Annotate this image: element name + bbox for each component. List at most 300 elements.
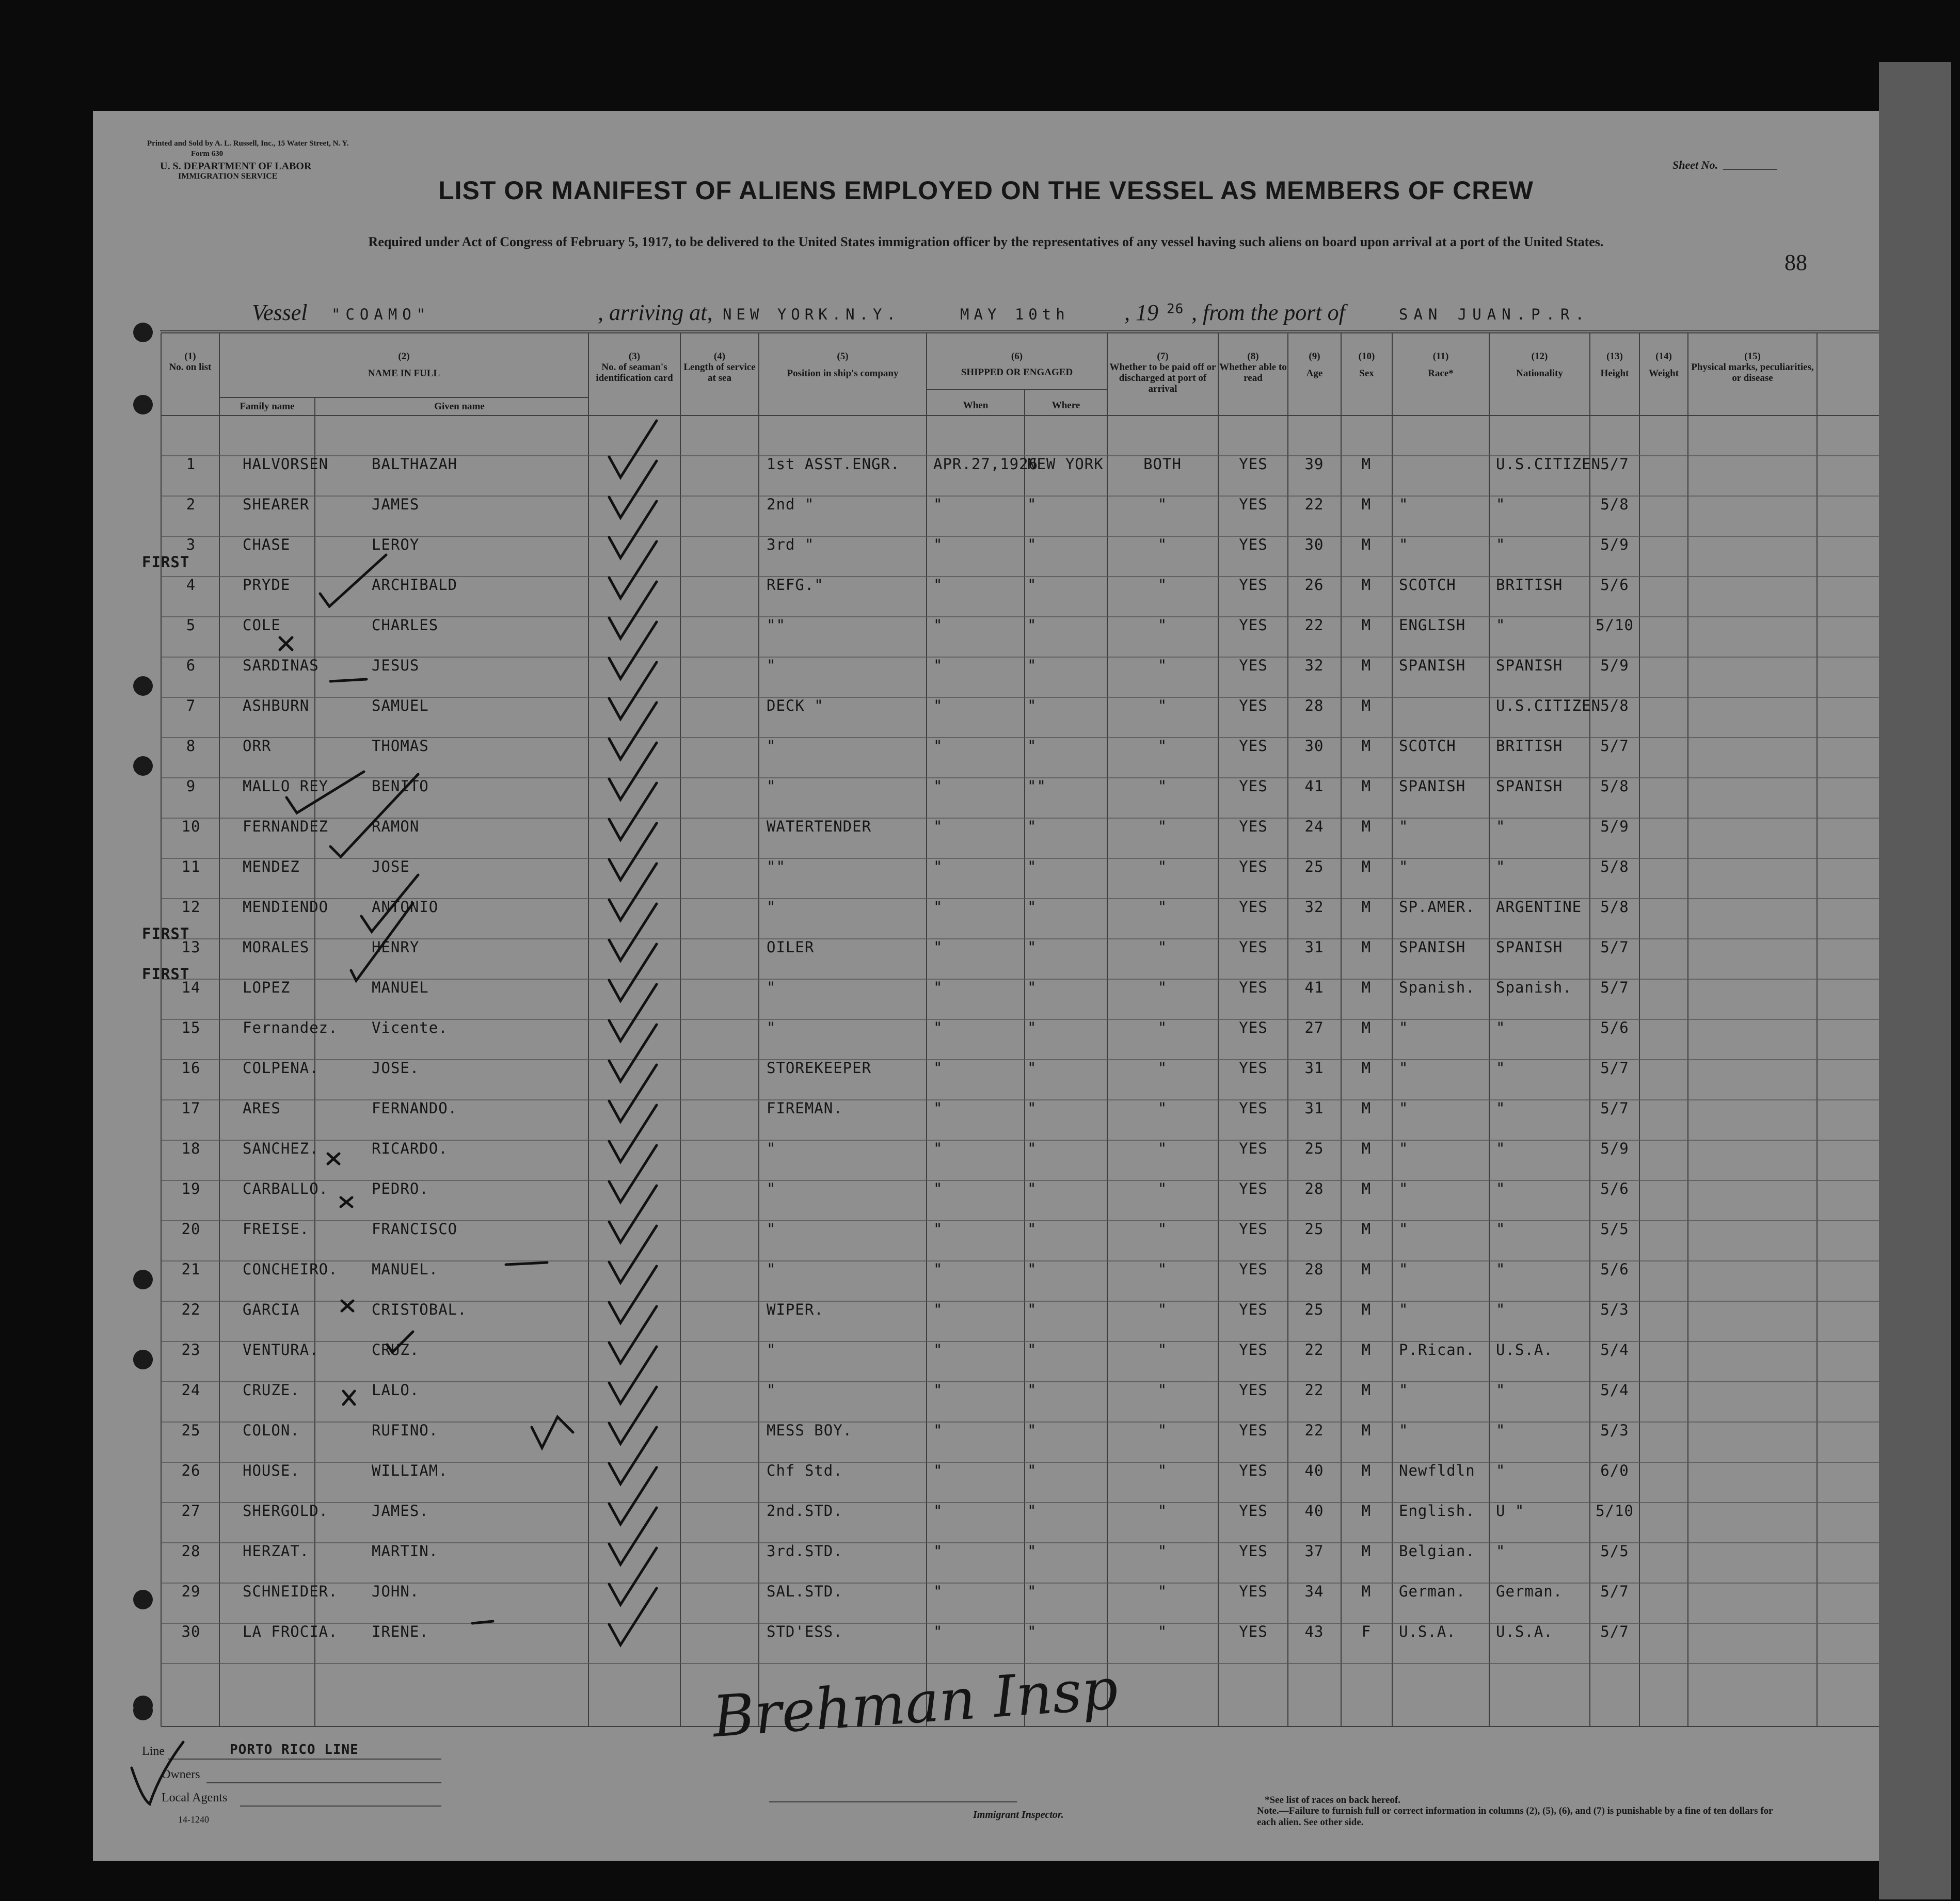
cell-sex: M xyxy=(1361,455,1372,473)
col2-header: (2) NAME IN FULL xyxy=(368,351,440,379)
cell-read: YES xyxy=(1239,1140,1268,1157)
cell-nationality: " xyxy=(1496,1381,1506,1399)
cell-where: " xyxy=(1027,1623,1037,1640)
cell-no: 18 xyxy=(181,1140,201,1157)
cell-given: MANUEL. xyxy=(372,1260,439,1278)
cell-read: YES xyxy=(1239,1341,1268,1359)
col12-header: (12) Nationality xyxy=(1516,351,1563,379)
col11-header: (11) Race* xyxy=(1428,351,1454,379)
cell-when: APR.27,1926 xyxy=(933,455,1039,473)
cell-family: MORALES xyxy=(243,938,310,956)
cell-family: HERZAT. xyxy=(243,1542,310,1560)
cell-family: HOUSE. xyxy=(243,1462,300,1479)
cell-paid: " xyxy=(1157,737,1168,755)
cell-age: 22 xyxy=(1304,1421,1324,1439)
cell-race: SPANISH xyxy=(1399,777,1466,795)
cell-sex: M xyxy=(1361,1220,1372,1238)
cell-nationality: German. xyxy=(1496,1583,1563,1600)
cell-read: YES xyxy=(1239,616,1268,634)
cell-read: YES xyxy=(1239,1301,1268,1318)
cell-paid: " xyxy=(1157,1019,1168,1036)
cell-race: U.S.A. xyxy=(1399,1623,1456,1640)
cell-age: 40 xyxy=(1304,1462,1324,1479)
cell-read: YES xyxy=(1239,536,1268,553)
cell-where: " xyxy=(1027,1502,1037,1520)
line-underline xyxy=(168,1759,441,1760)
table-row xyxy=(93,1169,1879,1209)
cell-read: YES xyxy=(1239,1180,1268,1197)
cell-sex: M xyxy=(1361,1099,1372,1117)
cell-paid: " xyxy=(1157,1583,1168,1600)
table-row xyxy=(93,1330,1879,1370)
table-row xyxy=(93,565,1879,605)
cell-nationality: " xyxy=(1496,818,1506,835)
manifest-sheet xyxy=(93,111,1879,1861)
cell-position: Chf Std. xyxy=(767,1462,843,1479)
cell-nationality: U.S.CITIZEN xyxy=(1496,455,1601,473)
cell-nationality: U " xyxy=(1496,1502,1525,1520)
cell-height: 5/8 xyxy=(1600,858,1629,875)
sheet-number-label: Sheet No. xyxy=(1672,158,1718,171)
cell-no: 11 xyxy=(181,858,201,875)
cell-where: "" xyxy=(1027,777,1046,795)
cell-race: " xyxy=(1399,1140,1409,1157)
cell-height: 5/6 xyxy=(1600,1180,1629,1197)
cell-sex: M xyxy=(1361,1583,1372,1600)
cell-where: " xyxy=(1027,858,1037,875)
cell-race: SPANISH xyxy=(1399,657,1466,674)
cell-where: " xyxy=(1027,697,1037,714)
cell-sex: M xyxy=(1361,576,1372,594)
cell-family: PRYDE xyxy=(243,576,291,594)
cell-age: 28 xyxy=(1304,1180,1324,1197)
cell-given: CRISTOBAL. xyxy=(372,1301,467,1318)
cell-paid: " xyxy=(1157,536,1168,553)
cell-where: " xyxy=(1027,818,1037,835)
cell-sex: M xyxy=(1361,938,1372,956)
cell-age: 34 xyxy=(1304,1583,1324,1600)
col3-header: (3) No. of seaman's identification card xyxy=(596,351,673,384)
cell-age: 28 xyxy=(1304,1260,1324,1278)
cell-given: FERNANDO. xyxy=(372,1099,458,1117)
cell-position: 3rd " xyxy=(767,536,815,553)
cell-when: " xyxy=(933,1623,943,1640)
cell-read: YES xyxy=(1239,938,1268,956)
cell-where: " xyxy=(1027,737,1037,755)
cell-given: RUFINO. xyxy=(372,1421,439,1439)
cell-height: 5/9 xyxy=(1600,536,1629,553)
cell-family: MENDIENDO xyxy=(243,898,329,916)
cell-age: 25 xyxy=(1304,1220,1324,1238)
cell-race: SP.AMER. xyxy=(1399,898,1475,916)
cell-no: 15 xyxy=(181,1019,201,1036)
inspector-signature: Brehman Insp xyxy=(710,1655,1120,1750)
table-row xyxy=(93,1008,1879,1048)
cell-sex: M xyxy=(1361,1059,1372,1077)
cell-race: " xyxy=(1399,1260,1409,1278)
cell-family: SARDINAS xyxy=(243,657,319,674)
cell-race: " xyxy=(1399,1421,1409,1439)
cell-age: 40 xyxy=(1304,1502,1324,1520)
cell-family: FERNANDEZ xyxy=(243,818,329,835)
agents-underline xyxy=(240,1806,441,1807)
cell-height: 5/8 xyxy=(1600,496,1629,513)
table-row xyxy=(93,484,1879,524)
cell-height: 5/6 xyxy=(1600,1019,1629,1036)
cell-height: 5/5 xyxy=(1600,1542,1629,1560)
table-row xyxy=(93,1571,1879,1611)
cell-read: YES xyxy=(1239,496,1268,513)
cell-paid: BOTH xyxy=(1143,455,1182,473)
cell-family: SANCHEZ. xyxy=(243,1140,319,1157)
cell-sex: M xyxy=(1361,536,1372,553)
cell-read: YES xyxy=(1239,1260,1268,1278)
cell-height: 5/8 xyxy=(1600,697,1629,714)
cell-nationality: BRITISH xyxy=(1496,737,1563,755)
cell-nationality: U.S.A. xyxy=(1496,1341,1553,1359)
cell-position: STOREKEEPER xyxy=(767,1059,872,1077)
cell-sex: M xyxy=(1361,898,1372,916)
cell-age: 24 xyxy=(1304,818,1324,835)
cell-when: " xyxy=(933,1381,943,1399)
cell-no: 28 xyxy=(181,1542,201,1560)
col5-header: (5) Position in ship's company xyxy=(787,351,899,379)
cell-read: YES xyxy=(1239,455,1268,473)
cell-position: " xyxy=(767,898,776,916)
cell-position: FIREMAN. xyxy=(767,1099,843,1117)
table-row xyxy=(93,1611,1879,1652)
cell-read: YES xyxy=(1239,1421,1268,1439)
cell-sex: M xyxy=(1361,1341,1372,1359)
cell-no: 5 xyxy=(186,616,196,634)
cell-where: " xyxy=(1027,1421,1037,1439)
cell-when: " xyxy=(933,1421,943,1439)
cell-no: 8 xyxy=(186,737,196,755)
cell-paid: " xyxy=(1157,1381,1168,1399)
cell-where: " xyxy=(1027,576,1037,594)
cell-age: 31 xyxy=(1304,1099,1324,1117)
cell-race: " xyxy=(1399,1220,1409,1238)
cell-sex: M xyxy=(1361,737,1372,755)
cell-height: 5/6 xyxy=(1600,576,1629,594)
cell-sex: M xyxy=(1361,1421,1372,1439)
cell-read: YES xyxy=(1239,1019,1268,1036)
cell-height: 5/7 xyxy=(1600,979,1629,996)
cell-family: HALVORSEN xyxy=(243,455,329,473)
cell-paid: " xyxy=(1157,1140,1168,1157)
cell-no: 6 xyxy=(186,657,196,674)
cell-age: 22 xyxy=(1304,1381,1324,1399)
form-number: Form 630 xyxy=(191,150,224,158)
margin-note: FIRST xyxy=(142,925,190,942)
cell-paid: " xyxy=(1157,616,1168,634)
penalty-note: Note.—Failure to furnish full or correct information in columns (2), (5), (6), and (7) is punishable by a fine of ten dollars for each alien. See other side. xyxy=(1257,1806,1773,1828)
cell-nationality: " xyxy=(1496,1260,1506,1278)
cell-given: JOHN. xyxy=(372,1583,420,1600)
cell-height: 5/10 xyxy=(1596,1502,1634,1520)
table-row xyxy=(93,1410,1879,1450)
table-row xyxy=(93,1249,1879,1289)
cell-height: 5/8 xyxy=(1600,898,1629,916)
cell-no: 17 xyxy=(181,1099,201,1117)
cell-sex: M xyxy=(1361,979,1372,996)
cell-paid: " xyxy=(1157,898,1168,916)
cell-race: " xyxy=(1399,1301,1409,1318)
cell-nationality: " xyxy=(1496,1462,1506,1479)
cell-read: YES xyxy=(1239,1623,1268,1640)
cell-height: 5/4 xyxy=(1600,1341,1629,1359)
cell-family: LOPEZ xyxy=(243,979,291,996)
col13-header: (13) Height xyxy=(1600,351,1629,379)
cell-where: " xyxy=(1027,1301,1037,1318)
cell-age: 22 xyxy=(1304,616,1324,634)
cell-position: " xyxy=(767,1019,776,1036)
owners-label: Owners xyxy=(162,1768,200,1781)
cell-given: THOMAS xyxy=(372,737,429,755)
cell-race: " xyxy=(1399,1059,1409,1077)
cell-sex: M xyxy=(1361,777,1372,795)
cell-sex: F xyxy=(1361,1623,1372,1640)
cell-height: 5/7 xyxy=(1600,1623,1629,1640)
cell-no: 27 xyxy=(181,1502,201,1520)
departure-port: SAN JUAN.P.R. xyxy=(1399,306,1590,323)
cell-when: " xyxy=(933,496,943,513)
cell-given: LEROY xyxy=(372,536,420,553)
cell-race: SPANISH xyxy=(1399,938,1466,956)
cell-family: ORR xyxy=(243,737,272,755)
cell-nationality: " xyxy=(1496,1220,1506,1238)
table-row xyxy=(93,1491,1879,1531)
cell-when: " xyxy=(933,1462,943,1479)
cell-nationality: " xyxy=(1496,616,1506,634)
page-title: LIST OR MANIFEST OF ALIENS EMPLOYED ON THE VESSEL AS MEMBERS OF CREW xyxy=(438,176,1534,205)
cell-family: CARBALLO. xyxy=(243,1180,329,1197)
table-row xyxy=(93,927,1879,967)
cell-position: " xyxy=(767,1381,776,1399)
cell-read: YES xyxy=(1239,1462,1268,1479)
cell-race: " xyxy=(1399,536,1409,553)
cell-no: 16 xyxy=(181,1059,201,1077)
cell-read: YES xyxy=(1239,858,1268,875)
cell-no: 12 xyxy=(181,898,201,916)
cell-paid: " xyxy=(1157,938,1168,956)
cell-paid: " xyxy=(1157,1099,1168,1117)
cell-family: CHASE xyxy=(243,536,291,553)
check-mark-icon xyxy=(126,1737,188,1809)
cell-race: " xyxy=(1399,818,1409,835)
year-prefix: , 19 xyxy=(1124,300,1158,325)
table-row xyxy=(93,1531,1879,1571)
cell-where: " xyxy=(1027,1260,1037,1278)
cell-nationality: " xyxy=(1496,1059,1506,1077)
cell-paid: " xyxy=(1157,1623,1168,1640)
col10-header: (10) Sex xyxy=(1358,351,1375,379)
cell-sex: M xyxy=(1361,1140,1372,1157)
cell-read: YES xyxy=(1239,576,1268,594)
cell-family: COLPENA. xyxy=(243,1059,319,1077)
vessel-name: "COAMO" xyxy=(331,306,431,323)
cell-age: 25 xyxy=(1304,858,1324,875)
cell-family: SHERGOLD. xyxy=(243,1502,329,1520)
cell-read: YES xyxy=(1239,979,1268,996)
cell-when: " xyxy=(933,858,943,875)
cell-no: 13 xyxy=(181,938,201,956)
printer-imprint: Printed and Sold by A. L. Russell, Inc., 15 Water Street, N. Y. xyxy=(147,139,349,148)
cell-where: " xyxy=(1027,898,1037,916)
table-row xyxy=(93,726,1879,766)
cell-where: " xyxy=(1027,616,1037,634)
line-label: Line xyxy=(142,1745,165,1758)
table-row xyxy=(93,1048,1879,1088)
col15-header: (15) Physical marks, peculiarities, or disease xyxy=(1691,351,1814,384)
cell-given: JAMES xyxy=(372,496,420,513)
year-suffix: 26 xyxy=(1167,301,1184,317)
cell-where: " xyxy=(1027,1341,1037,1359)
cell-position: " xyxy=(767,777,776,795)
cell-given: JAMES. xyxy=(372,1502,429,1520)
cell-race: Newfldln xyxy=(1399,1462,1475,1479)
cell-when: " xyxy=(933,777,943,795)
cell-position: WATERTENDER xyxy=(767,818,872,835)
cell-read: YES xyxy=(1239,1502,1268,1520)
cell-nationality: SPANISH xyxy=(1496,938,1563,956)
cell-nationality: " xyxy=(1496,1019,1506,1036)
cell-where: " xyxy=(1027,1220,1037,1238)
cell-no: 1 xyxy=(186,455,196,473)
cell-height: 5/8 xyxy=(1600,777,1629,795)
race-note: *See list of races on back hereof. xyxy=(1265,1795,1400,1806)
table-row xyxy=(93,1128,1879,1169)
cell-when: " xyxy=(933,737,943,755)
line-value: PORTO RICO LINE xyxy=(230,1742,359,1758)
cell-nationality: " xyxy=(1496,1140,1506,1157)
cell-height: 5/10 xyxy=(1596,616,1634,634)
cell-age: 31 xyxy=(1304,1059,1324,1077)
cell-when: " xyxy=(933,1099,943,1117)
cell-given: CRUZ. xyxy=(372,1341,420,1359)
cell-position: " xyxy=(767,657,776,674)
cell-when: " xyxy=(933,1260,943,1278)
cell-read: YES xyxy=(1239,898,1268,916)
cell-given: LALO. xyxy=(372,1381,420,1399)
cell-when: " xyxy=(933,818,943,835)
table-row xyxy=(93,524,1879,565)
cell-position: 2nd.STD. xyxy=(767,1502,843,1520)
table-row xyxy=(93,846,1879,887)
cell-race: English. xyxy=(1399,1502,1475,1520)
cell-given: RICARDO. xyxy=(372,1140,448,1157)
cell-nationality: " xyxy=(1496,1099,1506,1117)
table-row xyxy=(93,806,1879,846)
cell-position: DECK " xyxy=(767,697,824,714)
cell-given: MARTIN. xyxy=(372,1542,439,1560)
cell-where: " xyxy=(1027,1583,1037,1600)
col6-header: (6) SHIPPED OR ENGAGED xyxy=(961,351,1073,378)
table-row xyxy=(93,645,1879,685)
table-row xyxy=(93,685,1879,726)
cell-no: 29 xyxy=(181,1583,201,1600)
cell-read: YES xyxy=(1239,1381,1268,1399)
cell-position: "" xyxy=(767,858,786,875)
cell-where: " xyxy=(1027,496,1037,513)
col8-header: (8) Whether able to read xyxy=(1219,351,1287,384)
cell-age: 41 xyxy=(1304,777,1324,795)
cell-no: 25 xyxy=(181,1421,201,1439)
cell-family: CONCHEIRO. xyxy=(243,1260,338,1278)
col6b-header: Where xyxy=(1051,400,1080,411)
department-label: U. S. DEPARTMENT OF LABOR xyxy=(160,161,312,172)
cell-no: 20 xyxy=(181,1220,201,1238)
cell-age: 22 xyxy=(1304,496,1324,513)
cell-race: " xyxy=(1399,1180,1409,1197)
cell-nationality: " xyxy=(1496,858,1506,875)
cell-position: WIPER. xyxy=(767,1301,824,1318)
cell-given: BALTHAZAH xyxy=(372,455,458,473)
cell-paid: " xyxy=(1157,1180,1168,1197)
cell-no: 7 xyxy=(186,697,196,714)
cell-no: 22 xyxy=(181,1301,201,1318)
cell-where: " xyxy=(1027,1180,1037,1197)
table-row xyxy=(93,444,1879,484)
cell-no: 21 xyxy=(181,1260,201,1278)
cell-position: OILER xyxy=(767,938,815,956)
cell-given: Vicente. xyxy=(372,1019,448,1036)
col9-header: (9) Age xyxy=(1306,351,1323,379)
agents-label: Local Agents xyxy=(162,1791,228,1804)
service-label: IMMIGRATION SERVICE xyxy=(178,172,278,181)
cell-family: Fernandez. xyxy=(243,1019,338,1036)
cell-sex: M xyxy=(1361,496,1372,513)
cell-age: 41 xyxy=(1304,979,1324,996)
cell-where: " xyxy=(1027,979,1037,996)
owners-underline xyxy=(206,1782,441,1783)
cell-when: " xyxy=(933,938,943,956)
cell-when: " xyxy=(933,898,943,916)
cell-when: " xyxy=(933,697,943,714)
arrival-date: MAY 10th xyxy=(960,306,1070,323)
col2b-header: Given name xyxy=(434,401,485,412)
cell-nationality: ARGENTINE xyxy=(1496,898,1582,916)
cell-no: 23 xyxy=(181,1341,201,1359)
cell-nationality: " xyxy=(1496,496,1506,513)
cell-height: 5/9 xyxy=(1600,657,1629,674)
cell-given: JOSE. xyxy=(372,1059,420,1077)
cell-no: 30 xyxy=(181,1623,201,1640)
cell-no: 4 xyxy=(186,576,196,594)
cell-height: 5/4 xyxy=(1600,1381,1629,1399)
table-row xyxy=(93,1450,1879,1491)
cell-family: ARES xyxy=(243,1099,281,1117)
cell-race: ENGLISH xyxy=(1399,616,1466,634)
cell-age: 31 xyxy=(1304,938,1324,956)
cell-when: " xyxy=(933,1180,943,1197)
cell-age: 30 xyxy=(1304,737,1324,755)
table-row xyxy=(93,1289,1879,1330)
cell-given: BENITO xyxy=(372,777,429,795)
cell-given: PEDRO. xyxy=(372,1180,429,1197)
cell-paid: " xyxy=(1157,979,1168,996)
cell-height: 6/0 xyxy=(1600,1462,1629,1479)
cell-paid: " xyxy=(1157,1059,1168,1077)
cell-position: STD'ESS. xyxy=(767,1623,843,1640)
cell-when: " xyxy=(933,657,943,674)
arrival-port: NEW YORK.N.Y. xyxy=(723,306,900,323)
cell-sex: M xyxy=(1361,1462,1372,1479)
cell-family: FREISE. xyxy=(243,1220,310,1238)
cell-age: 28 xyxy=(1304,697,1324,714)
page-subtitle: Required under Act of Congress of February 5, 1917, to be delivered to the United States immigration officer by the representatives of any vessel having such aliens on board upon arrival at a port of the United States. xyxy=(368,234,1604,249)
margin-note: FIRST xyxy=(142,965,190,983)
